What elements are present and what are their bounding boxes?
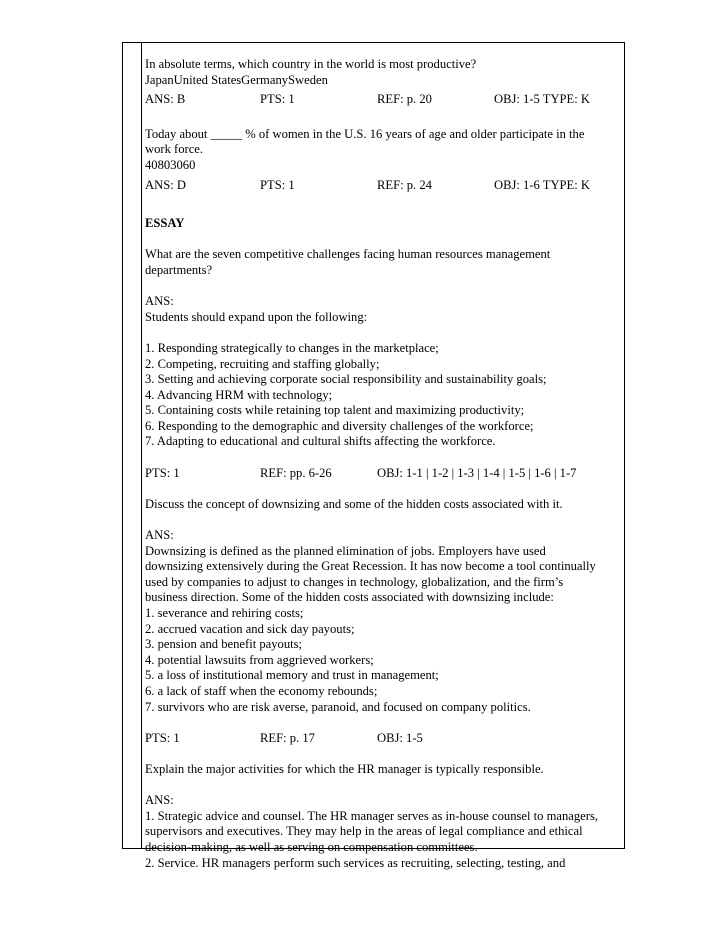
answer-label: ANS: <box>145 793 174 808</box>
reference: REF: p. 20 <box>377 92 432 107</box>
answer-meta-row <box>145 731 621 747</box>
list-item: 7. survivors who are risk averse, paranoid, and focused on company politics. <box>145 699 531 714</box>
question-text: In absolute terms, which country in the world is most productive? <box>145 57 477 71</box>
question-text: What are the seven competitive challenges facing human resources management <box>145 247 551 262</box>
answer-label: ANS: <box>145 528 174 543</box>
answer-choices: 40803060 <box>145 157 196 172</box>
objective: OBJ: 1-6 TYPE: K <box>494 177 590 192</box>
answer-label: ANS: <box>145 294 174 309</box>
answer-body: downsizing extensively during the Great Recession. It has now become a tool continually <box>145 559 596 574</box>
reference: REF: p. 24 <box>377 177 432 192</box>
answer-body: supervisors and executives. They may help in the areas of legal compliance and ethical <box>145 824 583 839</box>
answer-body: business direction. Some of the hidden costs associated with downsizing include: <box>145 590 554 605</box>
answer-body: Downsizing is defined as the planned elimination of jobs. Employers have used <box>145 543 546 558</box>
list-item: 3. Setting and achieving corporate social responsibility and sustainability goals; <box>145 372 547 387</box>
list-item: 6. a lack of staff when the economy rebounds; <box>145 683 378 698</box>
answer-choices: JapanUnited StatesGermanySweden <box>145 72 328 87</box>
reference: REF: p. 17 <box>260 730 315 745</box>
answer-body: 2. Service. HR managers perform such services as recruiting, selecting, testing, and <box>145 855 566 870</box>
list-item: 2. Competing, recruiting and staffing globally; <box>145 356 380 371</box>
points: PTS: 1 <box>260 92 295 107</box>
list-item: 6. Responding to the demographic and diversity challenges of the workforce; <box>145 418 534 433</box>
answer-meta-row <box>145 466 621 482</box>
question-text: departments? <box>145 262 213 277</box>
points: PTS: 1 <box>145 730 180 745</box>
answer-body: decision-making, as well as serving on compensation committees. <box>145 839 478 854</box>
answer-key: ANS: B <box>145 92 186 107</box>
objective: OBJ: 1-5 TYPE: K <box>494 92 590 107</box>
list-item: 7. Adapting to educational and cultural shifts affecting the workforce. <box>145 434 496 449</box>
list-item: 2. accrued vacation and sick day payouts; <box>145 621 355 636</box>
list-item: 4. Advancing HRM with technology; <box>145 387 333 402</box>
question-text: work force. <box>145 142 204 157</box>
question-text: Explain the major activities for which the HR manager is typically responsible. <box>145 761 544 776</box>
answer-body: used by companies to adjust to changes in technology, globalization, and the firm’s <box>145 574 564 589</box>
section-heading: ESSAY <box>145 216 185 231</box>
answer-meta-row <box>145 92 621 108</box>
list-item: 5. Containing costs while retaining top talent and maximizing productivity; <box>145 403 525 418</box>
objective: OBJ: 1-1 | 1-2 | 1-3 | 1-4 | 1-5 | 1-6 | 1-7 <box>377 465 577 480</box>
column-divider <box>141 42 142 848</box>
question-cell <box>145 57 621 871</box>
question-text: Today about _____ % of women in the U.S. 16 years of age and older participate in the <box>145 126 585 141</box>
answer-intro: Students should expand upon the following: <box>145 309 368 324</box>
list-item: 1. Responding strategically to changes in the marketplace; <box>145 340 439 355</box>
list-item: 1. severance and rehiring costs; <box>145 606 304 620</box>
answer-key: ANS: D <box>145 177 186 192</box>
points: PTS: 1 <box>145 465 180 480</box>
answer-body: 1. Strategic advice and counsel. The HR manager serves as in-house counsel to managers, <box>145 808 598 823</box>
list-item: 3. pension and benefit payouts; <box>145 637 303 652</box>
reference: REF: pp. 6-26 <box>260 465 332 480</box>
objective: OBJ: 1-5 <box>377 730 423 745</box>
question-text: Discuss the concept of downsizing and some of the hidden costs associated with it. <box>145 496 563 511</box>
points: PTS: 1 <box>260 177 295 192</box>
list-item: 5. a loss of institutional memory and trust in management; <box>145 668 439 683</box>
list-item: 4. potential lawsuits from aggrieved workers; <box>145 652 374 667</box>
answer-meta-row <box>145 178 621 194</box>
